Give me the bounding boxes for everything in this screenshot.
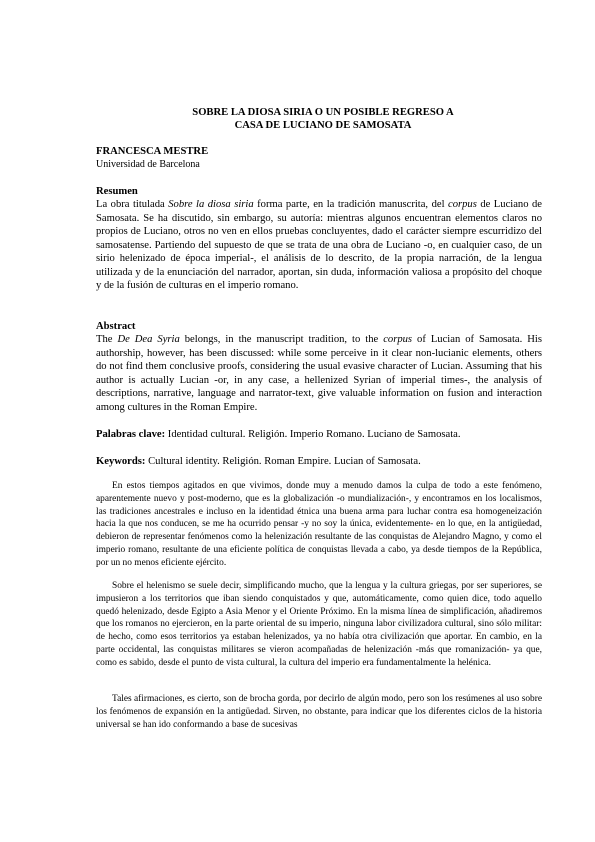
palabras-clave-text: Identidad cultural. Religión. Imperio Romano. Luciano de Samosata. — [165, 429, 461, 440]
resumen-text-3: de Luciano de Samosata. Se ha discutido, sin embargo, su autoría: mientras algunos encuentran elementos claros no propios de Luciano, otros no ven en ellos pruebas concluyentes, dado el carácter siempre escurridizo del samosatense. Partiendo del supuesto de que se trata de una obra de Luciano -o, en cualquier caso, de un sirio helenizado de época imperial-, el análisis de lo descrito, de la propia narración, de la lengua utilizada y de la enunciación del narrador, aportan, sin duda, información valiosa a propósito del choque y de la fusión de culturas en el imperio romano. — [96, 199, 543, 291]
abstract-heading: Abstract — [96, 321, 136, 332]
abstract-text-2: belongs, in the manuscript tradition, to the — [179, 334, 384, 345]
author-name: FRANCESCA MESTRE — [96, 146, 209, 157]
paper-title-line-1: SOBRE LA DIOSA SIRIA O UN POSIBLE REGRESO A — [192, 107, 454, 118]
resumen-title-italic: Sobre la diosa siria — [168, 199, 254, 210]
palabras-clave-label: Palabras clave: — [96, 429, 166, 440]
keywords — [96, 455, 542, 468]
body-paragraph-1: En estos tiempos agitados en que vivimos, donde muy a menudo damos la culpa de todo a este fenómeno, aparentemente nuevo y post-moderno, que es la globalización -o mundialización-, y encontramos en los localismos, las tradiciones ancestrales e incluso en la identidad étnica una buena arma para luchar contra esa homogeneización hacia la que nos conducen, se me ha ocurrido pensar -y no soy la única, evidentemente- en lo que, en la antigüedad, debieron de representar fenómenos como la helenización resultante de las conquistas de Alejandro Magno, y como el imperio romano, resultante de una eficiente política de conquistas llevada a cabo, ya desde tiempos de la República, por un no menos eficiente ejército. — [96, 481, 542, 568]
paper-title — [96, 106, 550, 132]
resumen-heading: Resumen — [96, 186, 138, 197]
body-paragraph-2: Sobre el helenismo se suele decir, simplificando mucho, que la lengua y la cultura griegas, por ser superiores, se impusieron a los territorios que iban siendo conquistados y que, automáticamente, como quien dice, todo aquello quedó helenizado, desde Egipto a Asia Menor y el Oriente Próximo. En la misma línea de simplificación, añadiremos que los romanos no ejercieron, en la parte oriental de su imperio, ninguna labor civilizadora cultural, sino sólo militar: de hecho, como esos territorios ya estaban helenizados, ya no había otra civilización que aportar. En cambio, en la parte occidental, las conquistas militares se vieron acompañadas de helenización -más que romanización- ya que, como es sabido, desde el punto de vista cultural, la cultura del imperio era fundamentalmente la helénica. — [96, 581, 542, 668]
resumen-text-2: forma parte, en la tradición manuscrita, del — [253, 199, 448, 210]
keywords-text: Cultural identity. Religión. Roman Empire. Lucian of Samosata. — [145, 456, 421, 467]
palabras-clave — [96, 428, 542, 441]
abstract-text — [96, 333, 542, 414]
abstract-corpus-italic: corpus — [383, 334, 413, 345]
resumen-text-1: La obra titulada — [96, 199, 169, 210]
paper-title-line-2: CASA DE LUCIANO DE SAMOSATA — [234, 120, 412, 131]
keywords-label: Keywords: — [96, 456, 146, 467]
resumen-corpus-italic: corpus — [448, 199, 477, 210]
abstract-text-1: The — [96, 334, 118, 345]
body-paragraph-3: Tales afirmaciones, es cierto, son de brocha gorda, por decirlo de algún modo, pero son los resúmenes al uso sobre los fenómenos de expansión en la antigüedad. Sirven, no obstante, para indicar que los diferentes ciclos de la historia universal se han ido conformando a base de sucesivas — [96, 694, 542, 730]
abstract-text-3: of Lucian of Samosata. His authorship, however, has been discussed: while some perceive in it clear non-lucianic elements, others do not find them conclusive proofs, considering the usual evasive character of Lucian. Assuming that his author is actually Lucian -or, in any case, a hellenized Syrian of imperial times-, the analysis of descriptions, narrative, language and narrator-text, give valuable information on fusion and interaction among cultures in the Roman Empire. — [96, 334, 542, 413]
author-affiliation: Universidad de Barcelona — [96, 159, 200, 170]
abstract-title-italic: De Dea Syria — [117, 334, 180, 345]
resumen-text — [96, 198, 542, 293]
